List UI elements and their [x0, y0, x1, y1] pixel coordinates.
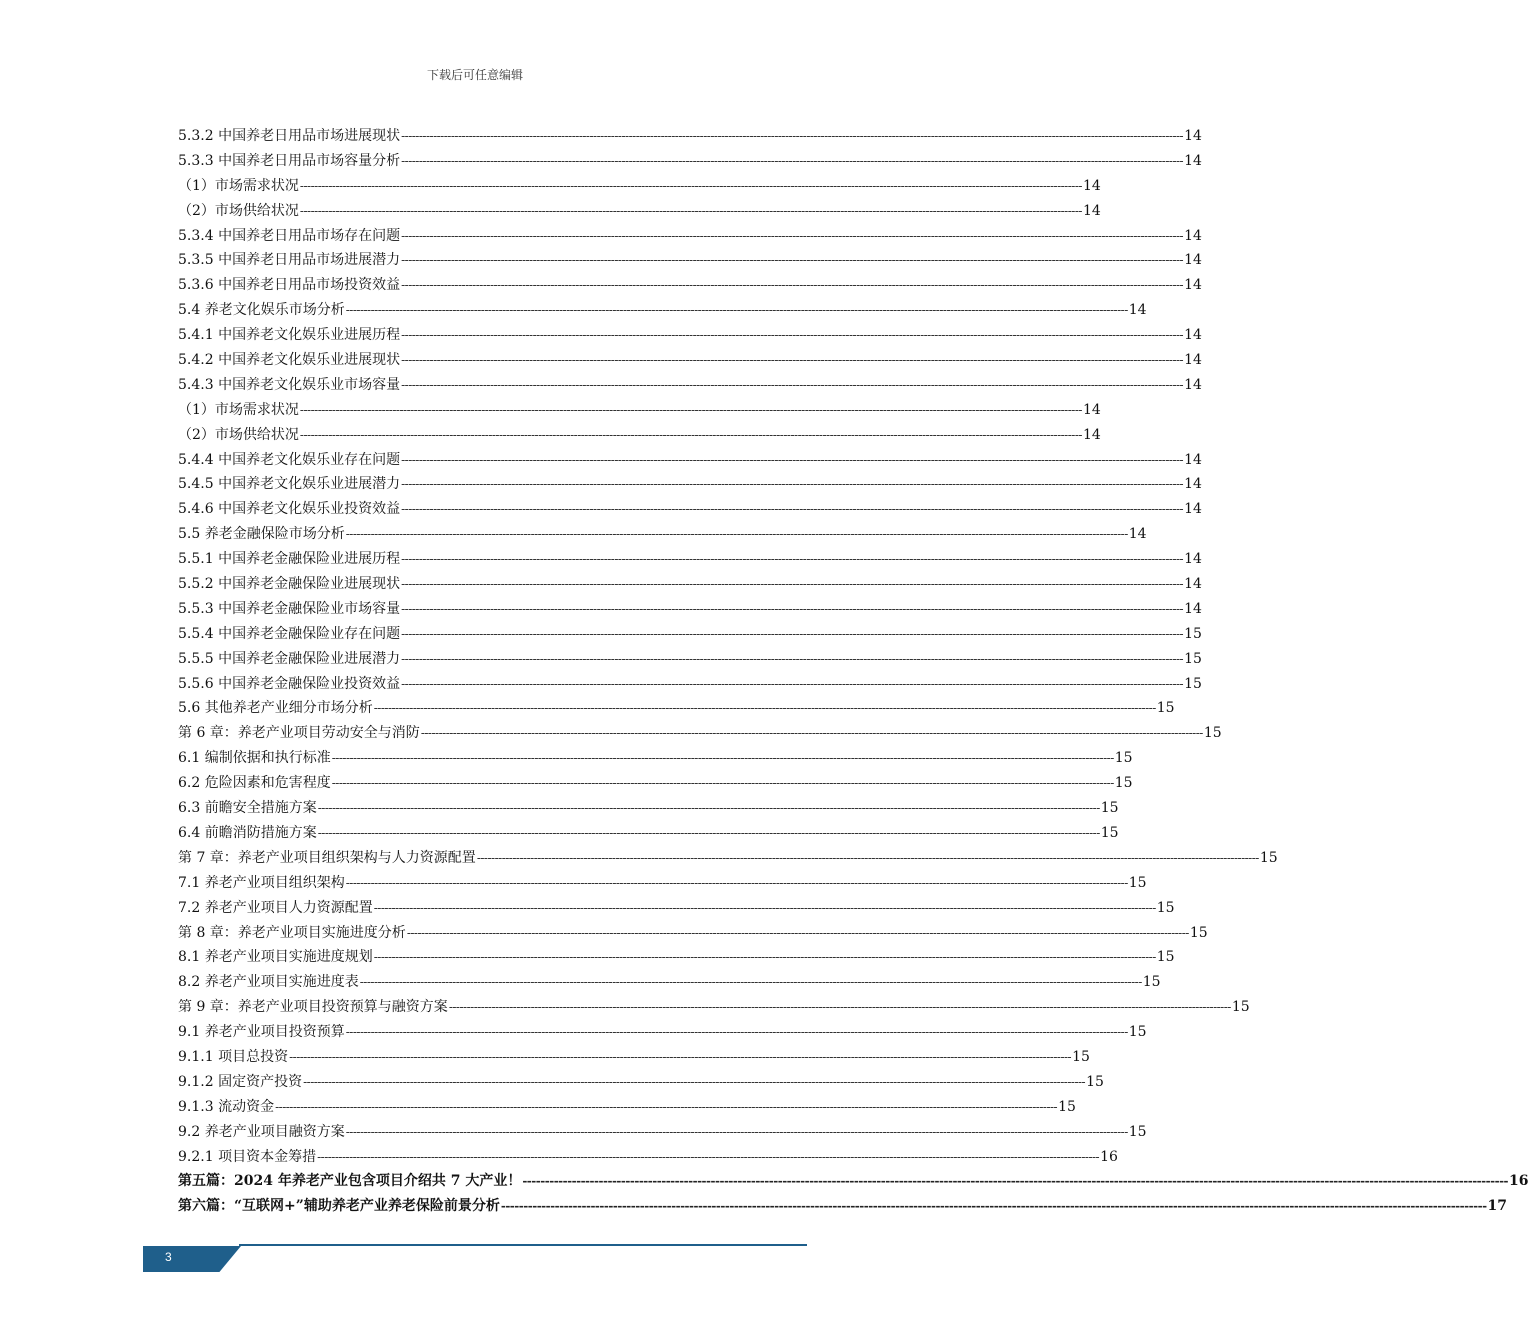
toc-dot-leader: ----------------------------------------------------------------------------------------------------------------------------------------------------------------------------------------------------------------------------: [401, 651, 1184, 666]
toc-entry[interactable]: [178, 472, 1202, 497]
toc-entry-page: 14: [1184, 501, 1202, 518]
toc-entry-page: 15: [1086, 1073, 1104, 1090]
toc-entry[interactable]: [178, 721, 1222, 746]
toc-entry[interactable]: [178, 597, 1202, 622]
toc-dot-leader: ----------------------------------------------------------------------------------------------------------------------------------------------------------------------------------------------------------------------------: [401, 552, 1184, 567]
toc-dot-leader: ----------------------------------------------------------------------------------------------------------------------------------------------------------------------------------------------------------------------------: [401, 253, 1184, 268]
toc-entry[interactable]: [178, 1145, 1118, 1170]
toc-entry[interactable]: [178, 871, 1147, 896]
toc-entry-page: 15: [1203, 725, 1222, 742]
toc-entry[interactable]: [178, 273, 1202, 298]
toc-entry[interactable]: [178, 921, 1208, 946]
toc-entry[interactable]: [178, 647, 1202, 672]
toc-entry-page: 15: [1072, 1048, 1090, 1065]
toc-dot-leader: ----------------------------------------------------------------------------------------------------------------------------------------------------------------------------------------------------------------------------: [401, 153, 1184, 168]
toc-entry[interactable]: [178, 373, 1202, 398]
toc-dot-leader: ----------------------------------------------------------------------------------------------------------------------------------------------------------------------------------------------------------------------------: [401, 278, 1184, 293]
toc-entry-label: 5.4 养老文化娱乐市场分析: [178, 302, 345, 319]
toc-entry[interactable]: [178, 448, 1202, 473]
toc-dot-leader: ----------------------------------------------------------------------------------------------------------------------------------------------------------------------------------------------------------------------------: [401, 626, 1184, 641]
toc-entry-page: 16: [1100, 1148, 1118, 1165]
toc-entry-label: 8.1 养老产业项目实施进度规划: [178, 949, 373, 966]
toc-dot-leader: ----------------------------------------------------------------------------------------------------------------------------------------------------------------------------------------------------------------------------: [345, 527, 1128, 542]
toc-entry-label: （2）市场供给状况: [178, 426, 299, 443]
toc-entry[interactable]: [178, 672, 1202, 697]
toc-entry-page: 15: [1128, 874, 1147, 891]
toc-entry-page: 15: [1259, 849, 1278, 866]
toc-entry[interactable]: [178, 423, 1101, 448]
toc-entry-page: 15: [1100, 800, 1119, 817]
toc-dot-leader: ----------------------------------------------------------------------------------------------------------------------------------------------------------------------------------------------------------------------------: [331, 776, 1114, 791]
toc-entry-label: 9.1.3 流动资金: [178, 1098, 275, 1115]
toc-entry-label: 6.4 前瞻消防措施方案: [178, 824, 317, 841]
toc-entry[interactable]: [178, 622, 1202, 647]
toc-entry[interactable]: [178, 248, 1202, 273]
toc-entry-page: 14: [1184, 451, 1202, 468]
toc-entry[interactable]: [178, 995, 1250, 1020]
toc-entry-page: 15: [1114, 750, 1133, 767]
toc-dot-leader: ----------------------------------------------------------------------------------------------------------------------------------------------------------------------------------------------------------------------------: [401, 328, 1184, 343]
toc-entry[interactable]: [178, 846, 1278, 871]
toc-entry-page: 15: [1142, 974, 1161, 991]
toc-dot-leader: ----------------------------------------------------------------------------------------------------------------------------------------------------------------------------------------------------------------------------: [401, 228, 1184, 243]
toc-dot-leader: ----------------------------------------------------------------------------------------------------------------------------------------------------------------------------------------------------------------------------: [345, 303, 1128, 318]
toc-entry-page: 14: [1184, 576, 1202, 593]
toc-entry-label: 第六篇：“互联网+”辅助养老产业养老保险前景分析: [178, 1198, 500, 1215]
toc-entry-page: 14: [1184, 227, 1202, 244]
toc-entry[interactable]: [178, 149, 1202, 174]
toc-entry[interactable]: [178, 298, 1147, 323]
toc-entry-page: 15: [1156, 899, 1175, 916]
toc-entry[interactable]: [178, 323, 1202, 348]
toc-entry[interactable]: [178, 174, 1101, 199]
toc-dot-leader: ----------------------------------------------------------------------------------------------------------------------------------------------------------------------------------------------------------------------------: [275, 1099, 1058, 1114]
toc-entry-label: 7.1 养老产业项目组织架构: [178, 874, 345, 891]
toc-entry-page: 14: [1184, 352, 1202, 369]
toc-dot-leader: ----------------------------------------------------------------------------------------------------------------------------------------------------------------------------------------------------------------------------: [401, 577, 1184, 592]
toc-dot-leader: ----------------------------------------------------------------------------------------------------------------------------------------------------------------------------------------------------------------------------: [345, 875, 1128, 890]
toc-dot-leader: ----------------------------------------------------------------------------------------------------------------------------------------------------------------------------------------------------------------------------: [401, 129, 1184, 143]
toc-entry-page: 14: [1184, 476, 1202, 493]
toc-dot-leader: ----------------------------------------------------------------------------------------------------------------------------------------------------------------------------------------------------------------------------: [522, 1174, 1509, 1189]
toc-entry-label: 6.1 编制依据和执行标准: [178, 750, 331, 767]
toc-entry-page: 14: [1128, 302, 1147, 319]
toc-entry[interactable]: [178, 1194, 1508, 1219]
toc-entry-label: 5.5.3 中国养老金融保险业市场容量: [178, 600, 401, 617]
toc-entry-label: （2）市场供给状况: [178, 202, 299, 219]
toc-entry[interactable]: [178, 796, 1119, 821]
toc-entry[interactable]: [178, 522, 1147, 547]
toc-entry-label: 5.5.4 中国养老金融保险业存在问题: [178, 625, 401, 642]
toc-entry-label: 5.5 养老金融保险市场分析: [178, 526, 345, 543]
footer-rule: [239, 1244, 807, 1246]
toc-dot-leader: ----------------------------------------------------------------------------------------------------------------------------------------------------------------------------------------------------------------------------: [406, 925, 1189, 940]
toc-dot-leader: ----------------------------------------------------------------------------------------------------------------------------------------------------------------------------------------------------------------------------: [448, 1000, 1231, 1015]
toc-entry[interactable]: [178, 547, 1202, 572]
toc-dot-leader: ----------------------------------------------------------------------------------------------------------------------------------------------------------------------------------------------------------------------------: [331, 751, 1114, 766]
page-footer: [143, 1244, 807, 1272]
toc-entry-page: 14: [1082, 401, 1101, 418]
toc-entry-label: 5.5.2 中国养老金融保险业进展现状: [178, 576, 401, 593]
toc-entry[interactable]: [178, 821, 1119, 846]
toc-dot-leader: ----------------------------------------------------------------------------------------------------------------------------------------------------------------------------------------------------------------------------: [299, 427, 1082, 442]
toc-dot-leader: ----------------------------------------------------------------------------------------------------------------------------------------------------------------------------------------------------------------------------: [345, 1025, 1128, 1040]
toc-entry-label: 第 6 章：养老产业项目劳动安全与消防: [178, 725, 420, 742]
page-number: 3: [165, 1250, 172, 1264]
toc-entry[interactable]: [178, 1020, 1147, 1045]
toc-entry-label: 5.5.6 中国养老金融保险业投资效益: [178, 675, 401, 692]
toc-entry-label: （1）市场需求状况: [178, 177, 299, 194]
toc-entry[interactable]: [178, 970, 1161, 995]
toc-entry-page: 14: [1184, 152, 1202, 169]
toc-dot-leader: ----------------------------------------------------------------------------------------------------------------------------------------------------------------------------------------------------------------------------: [345, 1124, 1128, 1139]
toc-entry-page: 14: [1184, 277, 1202, 294]
toc-entry-page: 14: [1184, 551, 1202, 568]
toc-dot-leader: ----------------------------------------------------------------------------------------------------------------------------------------------------------------------------------------------------------------------------: [401, 377, 1184, 392]
toc-entry-label: 6.3 前瞻安全措施方案: [178, 800, 317, 817]
toc-entry-page: 14: [1184, 600, 1202, 617]
toc-entry-label: 5.3.5 中国养老日用品市场进展潜力: [178, 252, 401, 269]
toc-entry-label: 5.4.6 中国养老文化娱乐业投资效益: [178, 501, 401, 518]
toc-entry[interactable]: [178, 1120, 1147, 1145]
toc-entry-label: 第 7 章：养老产业项目组织架构与人力资源配置: [178, 849, 476, 866]
toc-entry-label: 5.4.1 中国养老文化娱乐业进展历程: [178, 327, 401, 344]
toc-entry[interactable]: [178, 398, 1101, 423]
toc-dot-leader: ----------------------------------------------------------------------------------------------------------------------------------------------------------------------------------------------------------------------------: [299, 203, 1082, 218]
toc-entry-label: 5.3.3 中国养老日用品市场容量分析: [178, 152, 401, 169]
toc-entry-page: 15: [1184, 625, 1202, 642]
toc-entry[interactable]: [178, 1070, 1104, 1095]
toc-entry-label: 5.4.5 中国养老文化娱乐业进展潜力: [178, 476, 401, 493]
toc-dot-leader: ----------------------------------------------------------------------------------------------------------------------------------------------------------------------------------------------------------------------------: [401, 452, 1184, 467]
toc-dot-leader: ----------------------------------------------------------------------------------------------------------------------------------------------------------------------------------------------------------------------------: [401, 477, 1184, 492]
toc-entry-label: 5.4.4 中国养老文化娱乐业存在问题: [178, 451, 401, 468]
toc-dot-leader: ----------------------------------------------------------------------------------------------------------------------------------------------------------------------------------------------------------------------------: [401, 502, 1184, 517]
toc-entry[interactable]: [178, 1045, 1090, 1070]
toc-entry-label: 5.4.2 中国养老文化娱乐业进展现状: [178, 352, 401, 369]
toc-entry-label: 9.2 养老产业项目融资方案: [178, 1123, 345, 1140]
toc-dot-leader: ----------------------------------------------------------------------------------------------------------------------------------------------------------------------------------------------------------------------------: [420, 726, 1203, 741]
toc-entry-label: 5.3.6 中国养老日用品市场投资效益: [178, 277, 401, 294]
toc-entry-page: 15: [1184, 650, 1202, 667]
toc-entry[interactable]: [178, 224, 1202, 249]
toc-entry-label: 第 9 章：养老产业项目投资预算与融资方案: [178, 999, 448, 1016]
toc-entry-page: 16: [1509, 1173, 1529, 1190]
toc-entry-page: 15: [1231, 999, 1250, 1016]
toc-entry[interactable]: [178, 746, 1133, 771]
toc-entry-page: 14: [1184, 327, 1202, 344]
toc-dot-leader: ----------------------------------------------------------------------------------------------------------------------------------------------------------------------------------------------------------------------------: [303, 1074, 1086, 1089]
toc-dot-leader: ----------------------------------------------------------------------------------------------------------------------------------------------------------------------------------------------------------------------------: [476, 850, 1259, 865]
toc-entry-page: 15: [1100, 824, 1119, 841]
toc-entry-label: 5.5.1 中国养老金融保险业进展历程: [178, 551, 401, 568]
toc-entry-label: 5.3.2 中国养老日用品市场进展现状: [178, 128, 401, 144]
toc-entry[interactable]: [178, 945, 1175, 970]
toc-dot-leader: ----------------------------------------------------------------------------------------------------------------------------------------------------------------------------------------------------------------------------: [359, 975, 1142, 990]
table-of-contents: [178, 124, 1529, 1219]
toc-entry-label: 7.2 养老产业项目人力资源配置: [178, 899, 373, 916]
toc-entry-page: 15: [1114, 775, 1133, 792]
toc-entry-page: 15: [1128, 1024, 1147, 1041]
page-number-badge: [143, 1246, 241, 1272]
toc-entry[interactable]: [178, 199, 1101, 224]
toc-entry-label: 9.2.1 项目资本金筹措: [178, 1148, 317, 1165]
toc-entry[interactable]: [178, 572, 1202, 597]
toc-entry-page: 15: [1128, 1123, 1147, 1140]
toc-entry-page: 14: [1082, 177, 1101, 194]
toc-dot-leader: ----------------------------------------------------------------------------------------------------------------------------------------------------------------------------------------------------------------------------: [299, 402, 1082, 417]
toc-entry-label: 第 8 章：养老产业项目实施进度分析: [178, 924, 406, 941]
toc-entry-page: 14: [1184, 252, 1202, 269]
toc-entry-page: 14: [1082, 426, 1101, 443]
toc-entry-page: 15: [1156, 949, 1175, 966]
toc-entry-page: 15: [1184, 675, 1202, 692]
toc-entry-label: 9.1.2 固定资产投资: [178, 1073, 303, 1090]
toc-entry[interactable]: [178, 124, 1202, 149]
toc-entry-page: 14: [1128, 526, 1147, 543]
toc-dot-leader: ----------------------------------------------------------------------------------------------------------------------------------------------------------------------------------------------------------------------------: [289, 1049, 1072, 1064]
toc-dot-leader: ----------------------------------------------------------------------------------------------------------------------------------------------------------------------------------------------------------------------------: [317, 801, 1100, 816]
toc-entry-label: 6.2 危险因素和危害程度: [178, 775, 331, 792]
toc-entry[interactable]: [178, 771, 1133, 796]
toc-entry-page: 14: [1184, 376, 1202, 393]
toc-entry[interactable]: [178, 696, 1175, 721]
toc-dot-leader: ----------------------------------------------------------------------------------------------------------------------------------------------------------------------------------------------------------------------------: [401, 676, 1184, 691]
toc-dot-leader: ----------------------------------------------------------------------------------------------------------------------------------------------------------------------------------------------------------------------------: [299, 178, 1082, 193]
toc-entry-label: 5.6 其他养老产业细分市场分析: [178, 700, 373, 717]
toc-dot-leader: ----------------------------------------------------------------------------------------------------------------------------------------------------------------------------------------------------------------------------: [317, 825, 1100, 840]
toc-entry-label: 5.5.5 中国养老金融保险业进展潜力: [178, 650, 401, 667]
toc-entry-label: 第五篇：2024 年养老产业包含项目介绍共 7 大产业！: [178, 1173, 522, 1190]
toc-entry-label: 9.1.1 项目总投资: [178, 1048, 289, 1065]
toc-entry-page: 17: [1487, 1198, 1508, 1215]
toc-entry[interactable]: [178, 497, 1202, 522]
toc-dot-leader: ----------------------------------------------------------------------------------------------------------------------------------------------------------------------------------------------------------------------------: [373, 701, 1156, 716]
toc-entry-page: 14: [1082, 202, 1101, 219]
toc-entry[interactable]: [178, 896, 1175, 921]
toc-entry[interactable]: [178, 1095, 1076, 1120]
page-header: 下载后可任意编辑: [426, 68, 523, 82]
toc-dot-leader: ----------------------------------------------------------------------------------------------------------------------------------------------------------------------------------------------------------------------------: [373, 950, 1156, 965]
toc-entry-page: 15: [1058, 1098, 1076, 1115]
toc-entry-label: 9.1 养老产业项目投资预算: [178, 1024, 345, 1041]
toc-dot-leader: ----------------------------------------------------------------------------------------------------------------------------------------------------------------------------------------------------------------------------: [500, 1199, 1487, 1214]
toc-dot-leader: ----------------------------------------------------------------------------------------------------------------------------------------------------------------------------------------------------------------------------: [317, 1149, 1100, 1164]
toc-entry-page: 15: [1189, 924, 1208, 941]
toc-entry-label: （1）市场需求状况: [178, 401, 299, 418]
toc-entry-label: 8.2 养老产业项目实施进度表: [178, 974, 359, 991]
toc-entry-label: 5.3.4 中国养老日用品市场存在问题: [178, 227, 401, 244]
toc-entry[interactable]: [178, 348, 1202, 373]
toc-entry-page: 15: [1156, 700, 1175, 717]
toc-dot-leader: ----------------------------------------------------------------------------------------------------------------------------------------------------------------------------------------------------------------------------: [401, 601, 1184, 616]
toc-entry-page: 14: [1184, 128, 1202, 144]
toc-dot-leader: ----------------------------------------------------------------------------------------------------------------------------------------------------------------------------------------------------------------------------: [401, 353, 1184, 368]
toc-entry-label: 5.4.3 中国养老文化娱乐业市场容量: [178, 376, 401, 393]
toc-dot-leader: ----------------------------------------------------------------------------------------------------------------------------------------------------------------------------------------------------------------------------: [373, 900, 1156, 915]
toc-entry[interactable]: [178, 1169, 1529, 1194]
